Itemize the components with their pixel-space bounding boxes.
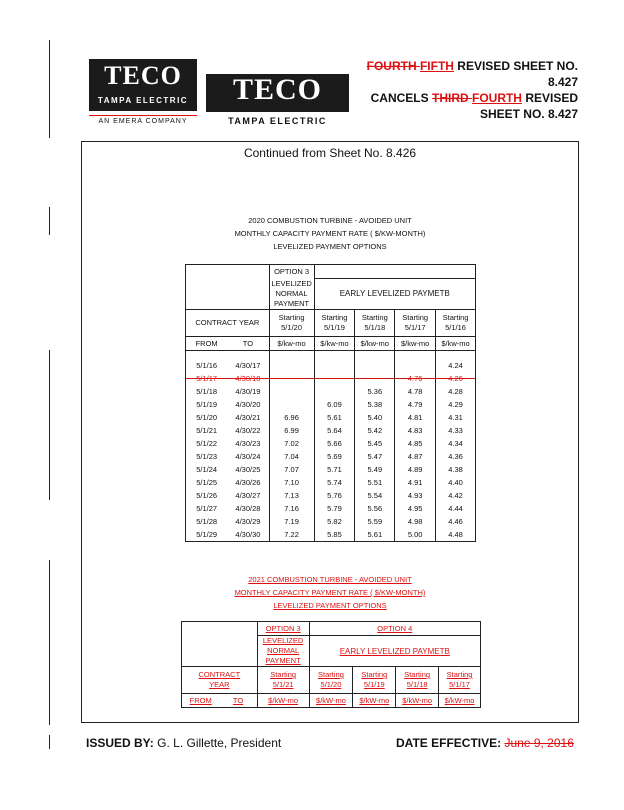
- rate-cell: 5.42: [355, 424, 395, 437]
- spacer: [476, 279, 477, 310]
- rate-cell: 4.78: [395, 385, 436, 398]
- starting-col-2: [355, 309, 395, 336]
- table2020-title: [81, 214, 579, 253]
- rate-cell: 4.31: [436, 411, 476, 424]
- new-ordinal: FIFTH: [419, 59, 454, 73]
- rate-cell: 5.47: [355, 450, 395, 463]
- rate-cell: 4.76: [395, 372, 436, 385]
- lev-line-2: NORMAL: [275, 288, 308, 298]
- levelized-normal-header: [257, 636, 309, 667]
- cancels-rest: REVISED: [521, 91, 578, 105]
- to-cell: 4/30/25: [227, 463, 269, 476]
- rate-cell: 7.10: [269, 476, 314, 489]
- rate-cell: 4.24: [436, 359, 476, 372]
- starting-label: Starting: [278, 312, 305, 322]
- rate-cell: 5.82: [314, 515, 355, 528]
- sheet-line-1: [330, 58, 578, 74]
- from-cell: 5/1/19: [186, 398, 228, 411]
- rate-cell: [314, 385, 355, 398]
- to-cell: 4/30/22: [227, 424, 269, 437]
- starting-date: 5/1/18: [406, 680, 428, 689]
- rate-cell: 5.54: [355, 489, 395, 502]
- table-row: [186, 398, 477, 411]
- to-cell: 4/30/21: [227, 411, 269, 424]
- starting-label: Starting: [318, 670, 344, 679]
- from-cell: 5/1/29: [186, 528, 228, 542]
- rate-cell: 4.36: [436, 450, 476, 463]
- from-cell: 5/1/28: [186, 515, 228, 528]
- starting-date: 5/1/17: [404, 322, 426, 332]
- sheet-header: [330, 58, 578, 122]
- from-cell: 5/1/22: [186, 437, 228, 450]
- spacer-cell: [269, 350, 314, 359]
- rate-cell: [395, 359, 436, 372]
- rate-cell: 5.49: [355, 463, 395, 476]
- starting-label: Starting: [270, 670, 297, 679]
- table-row: [186, 515, 477, 528]
- rate-cell: 7.22: [269, 528, 314, 542]
- cancels-prefix: CANCELS: [370, 91, 432, 105]
- rate-cell: 5.40: [355, 411, 395, 424]
- rate-cell: 7.16: [269, 502, 314, 515]
- rate-cell: 5.45: [355, 437, 395, 450]
- starting-date: 5/1/19: [324, 322, 345, 332]
- revision-bar: [49, 40, 50, 138]
- unit-header: $/kW-mo: [353, 694, 396, 708]
- rate-cell: [314, 359, 355, 372]
- spacer-cell: [314, 350, 355, 359]
- rate-cell: 5.69: [314, 450, 355, 463]
- issued-by: [86, 736, 281, 750]
- emera-text: AN EMERA COMPANY: [98, 118, 188, 125]
- rate-cell: 5.00: [395, 528, 436, 542]
- table2020-body: [186, 350, 477, 541]
- rate-cell: 5.61: [355, 528, 395, 542]
- table-row: [186, 463, 477, 476]
- rate-cell: [269, 398, 314, 411]
- rate-cell: 7.02: [269, 437, 314, 450]
- from-header: FROM: [182, 694, 220, 708]
- emera-line: [89, 115, 197, 116]
- rate-cell: 4.28: [436, 385, 476, 398]
- rate-cell: 4.40: [436, 476, 476, 489]
- lev-line-2: NORMAL: [267, 646, 300, 655]
- rate-cell: 7.07: [269, 463, 314, 476]
- option3-header: OPTION 3: [269, 265, 314, 279]
- issued-label: ISSUED BY:: [86, 736, 154, 750]
- contract-year-header: CONTRACT YEAR: [186, 309, 270, 336]
- table2020-title-1: 2020 COMBUSTION TURBINE - AVOIDED UNIT: [248, 216, 412, 225]
- logo1-subtitle: TAMPA ELECTRIC: [97, 96, 189, 105]
- unit-header: $/kw-mo: [355, 336, 395, 350]
- rate-cell: 4.79: [395, 398, 436, 411]
- starting-col-4: [436, 309, 476, 336]
- table2021-title-2: MONTHLY CAPACITY PAYMENT RATE ( $/KW-MONTH): [234, 588, 426, 597]
- rate-cell: 7.19: [269, 515, 314, 528]
- to-cell: 4/30/30: [227, 528, 269, 542]
- rate-cell: 5.61: [314, 411, 355, 424]
- rate-cell: 5.64: [314, 424, 355, 437]
- rate-cell: 4.44: [436, 502, 476, 515]
- from-cell: 5/1/20: [186, 411, 228, 424]
- lev-line-3: PAYMENT: [273, 298, 310, 308]
- revision-bar: [49, 207, 50, 235]
- lev-line-1: LEVELIZED: [271, 278, 312, 288]
- continued-text: Continued from Sheet No. 8.426: [243, 146, 417, 160]
- rate-cell: 6.99: [269, 424, 314, 437]
- rate-cell: [355, 372, 395, 385]
- rate-cell: 5.74: [314, 476, 355, 489]
- starting-label: Starting: [321, 312, 348, 322]
- rate-cell: 4.33: [436, 424, 476, 437]
- from-cell: 5/1/18: [186, 385, 228, 398]
- starting-date: 5/1/20: [281, 322, 302, 332]
- to-cell: 4/30/18: [227, 372, 269, 385]
- unit-header: $/kw-mo: [269, 336, 314, 350]
- table-row: [186, 489, 477, 502]
- rate-cell: 6.96: [269, 411, 314, 424]
- unit-header: $/kw-mo: [314, 336, 355, 350]
- sheet-line-4: SHEET NO. 8.427: [479, 107, 578, 121]
- from-cell: 5/1/21: [186, 424, 228, 437]
- rate-cell: [269, 372, 314, 385]
- revision-bar: [49, 735, 50, 749]
- rate-cell: 4.87: [395, 450, 436, 463]
- starting-label: Starting: [402, 312, 429, 322]
- from-cell: 5/1/24: [186, 463, 228, 476]
- starting-col-0: [269, 309, 314, 336]
- starting-label: Starting: [446, 670, 473, 679]
- table-row: [186, 385, 477, 398]
- table2020-title-2: MONTHLY CAPACITY PAYMENT RATE ( $/KW-MONTH): [234, 229, 426, 238]
- blank-header-cell: [182, 622, 258, 667]
- table-row: [186, 359, 477, 372]
- starting-col-2: [353, 667, 396, 694]
- starting-label: Starting: [442, 312, 469, 322]
- rate-cell: 4.91: [395, 476, 436, 489]
- table-row: [186, 411, 477, 424]
- starting-date: 5/1/20: [320, 680, 342, 689]
- blank-option-cell: [314, 265, 475, 279]
- to-cell: 4/30/23: [227, 437, 269, 450]
- spacer-row: [186, 350, 477, 359]
- table-row: [186, 528, 477, 542]
- to-cell: 4/30/28: [227, 502, 269, 515]
- revision-bar: [49, 350, 50, 500]
- rate-cell: 5.79: [314, 502, 355, 515]
- starting-label: Starting: [361, 670, 388, 679]
- rate-cell: 4.93: [395, 489, 436, 502]
- logo2-word: TECO: [232, 73, 323, 106]
- date-old: June 9, 2016: [504, 736, 574, 750]
- table-row: [186, 502, 477, 515]
- rate-cell: 4.95: [395, 502, 436, 515]
- table-row: [186, 372, 477, 385]
- starting-date: 5/1/17: [449, 680, 470, 689]
- rate-cell: 5.76: [314, 489, 355, 502]
- cancels-line: [330, 90, 578, 106]
- starting-col-3: [395, 309, 436, 336]
- rate-cell: 4.38: [436, 463, 476, 476]
- rate-cell: 5.85: [314, 528, 355, 542]
- date-effective: [396, 736, 574, 750]
- early-levelized-header: EARLY LEVELIZED PAYMETB: [314, 279, 475, 310]
- old-ordinal: FOURTH: [366, 59, 420, 73]
- option3-header: OPTION 3: [257, 622, 309, 636]
- starting-date: 5/1/21: [272, 680, 294, 689]
- rate-cell: 4.89: [395, 463, 436, 476]
- rate-cell: 4.42: [436, 489, 476, 502]
- from-cell: 5/1/16: [186, 359, 228, 372]
- table-2020: [185, 264, 476, 542]
- unit-header: $/kW-mo: [257, 694, 309, 708]
- option4-header: OPTION 4: [309, 622, 480, 636]
- rate-cell: 5.56: [355, 502, 395, 515]
- table2021-title-3: LEVELIZED PAYMENT OPTIONS: [273, 601, 387, 610]
- starting-label: Starting: [361, 312, 388, 322]
- starting-date: 5/1/18: [364, 322, 386, 332]
- rate-cell: [314, 372, 355, 385]
- table-row: [186, 476, 477, 489]
- starting-date: 5/1/16: [445, 322, 466, 332]
- from-cell: 5/1/17: [186, 372, 228, 385]
- spacer-cell: [395, 350, 436, 359]
- rate-cell: 5.66: [314, 437, 355, 450]
- unit-header: $/kw-mo: [395, 336, 436, 350]
- rate-cell: 4.81: [395, 411, 436, 424]
- rate-cell: 7.13: [269, 489, 314, 502]
- table2020-title-3: LEVELIZED PAYMENT OPTIONS: [273, 242, 387, 251]
- cancels-old: THIRD: [431, 91, 472, 105]
- starting-col-3: [396, 667, 439, 694]
- logo1-word: TECO: [104, 61, 182, 90]
- rate-cell: 5.71: [314, 463, 355, 476]
- to-header: TO: [227, 336, 269, 350]
- rate-cell: 4.48: [436, 528, 476, 542]
- revision-bar: [49, 560, 50, 725]
- from-cell: 5/1/25: [186, 476, 228, 489]
- from-header: FROM: [186, 336, 228, 350]
- lev-line-1: LEVELIZED: [262, 636, 304, 645]
- blank-header-cell: [186, 265, 270, 310]
- unit-header: $/kW-mo: [439, 694, 481, 708]
- table-row: [186, 450, 477, 463]
- to-cell: 4/30/19: [227, 385, 269, 398]
- issued-name: G. L. Gillette, President: [157, 736, 282, 750]
- table2021-title: [81, 573, 579, 612]
- to-cell: 4/30/26: [227, 476, 269, 489]
- starting-label: Starting: [404, 670, 431, 679]
- spacer-cell: [227, 350, 269, 359]
- from-cell: 5/1/27: [186, 502, 228, 515]
- table-row: [186, 424, 477, 437]
- table2021-title-1: 2021 COMBUSTION TURBINE - AVOIDED UNIT: [248, 575, 412, 584]
- rate-cell: 5.59: [355, 515, 395, 528]
- starting-col-0: [257, 667, 309, 694]
- starting-col-4: [439, 667, 481, 694]
- to-cell: 4/30/27: [227, 489, 269, 502]
- from-cell: 5/1/26: [186, 489, 228, 502]
- to-cell: 4/30/17: [227, 359, 269, 372]
- spacer-cell: [355, 350, 395, 359]
- levelized-normal-header: [269, 279, 314, 310]
- rate-cell: 7.04: [269, 450, 314, 463]
- rate-cell: 4.83: [395, 424, 436, 437]
- starting-col-1: [309, 667, 353, 694]
- rate-cell: 5.51: [355, 476, 395, 489]
- lev-line-3: PAYMENT: [265, 656, 301, 665]
- table-2021: [181, 621, 481, 708]
- contract-label: CONTRACT: [198, 670, 241, 679]
- unit-header: $/kW-mo: [309, 694, 353, 708]
- unit-header: $/kw-mo: [436, 336, 476, 350]
- rate-cell: 4.85: [395, 437, 436, 450]
- year-label: YEAR: [209, 680, 230, 689]
- sheet-number: 8.427: [547, 75, 578, 89]
- rate-cell: 4.98: [395, 515, 436, 528]
- to-cell: 4/30/20: [227, 398, 269, 411]
- rate-cell: [269, 385, 314, 398]
- from-cell: 5/1/23: [186, 450, 228, 463]
- cancels-new: FOURTH: [471, 91, 522, 105]
- logo2-subtitle: TAMPA ELECTRIC: [228, 116, 327, 126]
- early-levelized-header: EARLY LEVELIZED PAYMETB: [309, 636, 480, 667]
- rate-cell: [269, 359, 314, 372]
- date-label: DATE EFFECTIVE:: [396, 736, 502, 750]
- rate-cell: 5.36: [355, 385, 395, 398]
- to-cell: 4/30/24: [227, 450, 269, 463]
- rate-cell: 6.09: [314, 398, 355, 411]
- rate-cell: [355, 359, 395, 372]
- spacer-cell: [436, 350, 476, 359]
- sheet-line-1-rest: REVISED SHEET NO.: [453, 59, 578, 73]
- unit-header: $/kW-mo: [396, 694, 439, 708]
- spacer-cell: [186, 350, 228, 359]
- starting-col-1: [314, 309, 355, 336]
- to-header: TO: [219, 694, 257, 708]
- starting-date: 5/1/19: [363, 680, 385, 689]
- to-cell: 4/30/29: [227, 515, 269, 528]
- rate-cell: 5.38: [355, 398, 395, 411]
- rate-cell: 4.46: [436, 515, 476, 528]
- rate-cell: 4.34: [436, 437, 476, 450]
- rate-cell: 4.26: [436, 372, 476, 385]
- contract-year-header: [182, 667, 258, 694]
- table-row: [186, 437, 477, 450]
- rate-cell: 4.29: [436, 398, 476, 411]
